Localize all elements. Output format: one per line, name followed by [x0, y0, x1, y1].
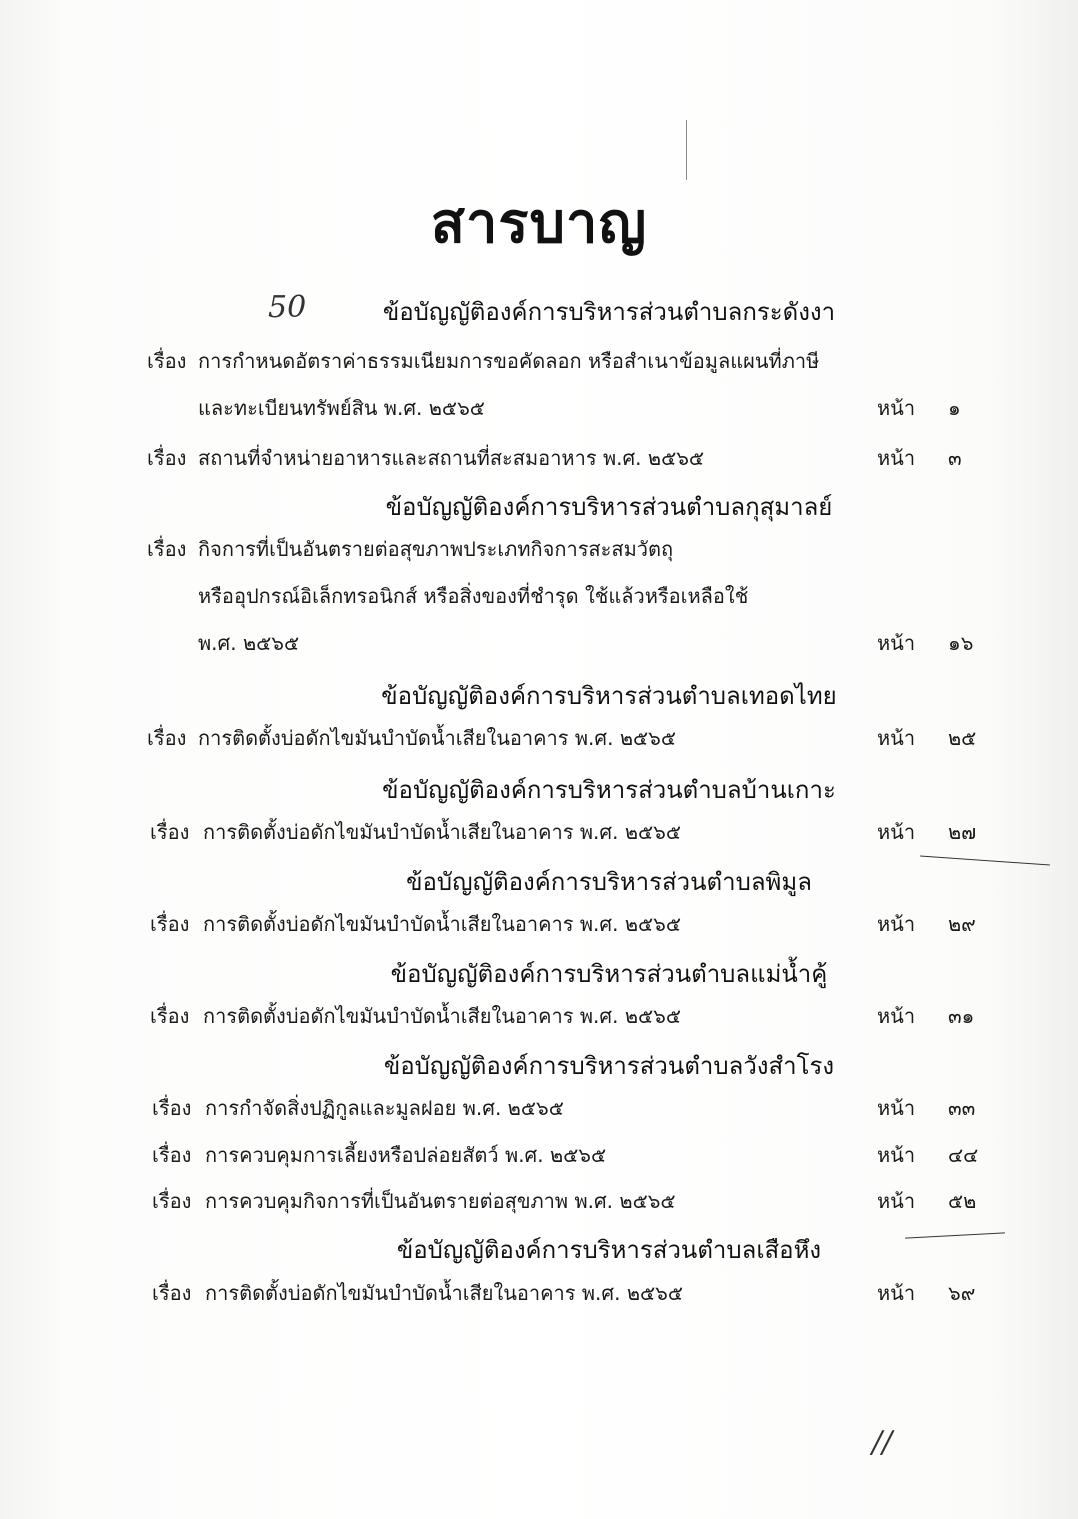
section-heading: ข้อบัญญัติองค์การบริหารส่วนตำบลเสือหึง: [396, 1236, 822, 1264]
topic-label: เรื่อง: [147, 446, 187, 470]
item-title-line: สถานที่จำหน่ายอาหารและสถานที่สะสมอาหาร พ.ศ. ๒๕๖๕: [198, 446, 705, 470]
topic-label: เรื่อง: [147, 537, 187, 561]
topic-label: เรื่อง: [150, 912, 190, 936]
page-label: หน้า: [877, 396, 916, 420]
page-number: ๑๖: [948, 631, 974, 655]
handwritten-mark: //: [872, 1425, 893, 1460]
page-number: ๒๗: [948, 820, 977, 844]
handwritten-number: 50: [268, 290, 307, 325]
item-title-line: การกำจัดสิ่งปฏิกูลและมูลฝอย พ.ศ. ๒๕๖๕: [205, 1096, 564, 1120]
page-number: ๖๙: [948, 1281, 976, 1305]
page-label: หน้า: [877, 446, 916, 470]
item-title-line: กิจการที่เป็นอันตรายต่อสุขภาพประเภทกิจการสะสมวัตถุ: [198, 537, 674, 561]
item-title-line: การติดตั้งบ่อดักไขมันบำบัดน้ำเสียในอาคาร พ.ศ. ๒๕๖๕: [198, 726, 676, 750]
topic-label: เรื่อง: [152, 1281, 192, 1305]
item-title-line: การกำหนดอัตราค่าธรรมเนียมการขอคัดลอก หรือสำเนาข้อมูลแผนที่ภาษี: [198, 349, 820, 373]
page-label: หน้า: [877, 1143, 916, 1167]
page-title: สารบาญ: [430, 191, 648, 256]
page-number: ๒๙: [948, 912, 976, 936]
item-title-line: การควบคุมการเลี้ยงหรือปล่อยสัตว์ พ.ศ. ๒๕๖๕: [205, 1143, 607, 1167]
section-heading: ข้อบัญญัติองค์การบริหารส่วนตำบลกระดังงา: [382, 298, 836, 326]
topic-label: เรื่อง: [152, 1143, 192, 1167]
page-label: หน้า: [877, 1281, 916, 1305]
page-label: หน้า: [877, 1096, 916, 1120]
topic-label: เรื่อง: [147, 726, 187, 750]
page-number: ๓๑: [948, 1004, 975, 1028]
item-title-line: การติดตั้งบ่อดักไขมันบำบัดน้ำเสียในอาคาร พ.ศ. ๒๕๖๕: [203, 912, 681, 936]
section-heading: ข้อบัญญัติองค์การบริหารส่วนตำบลเทอดไทย: [381, 682, 837, 710]
page-number: ๑: [948, 396, 961, 420]
page-label: หน้า: [877, 631, 916, 655]
item-title-line: พ.ศ. ๒๕๖๕: [198, 631, 300, 655]
page-label: หน้า: [877, 1004, 916, 1028]
item-title-line: หรืออุปกรณ์อิเล็กทรอนิกส์ หรือสิ่งของที่ชำรุด ใช้แล้วหรือเหลือใช้: [198, 584, 749, 608]
section-heading: ข้อบัญญัติองค์การบริหารส่วนตำบลพิมูล: [406, 868, 812, 896]
page-label: หน้า: [877, 1189, 916, 1213]
topic-label: เรื่อง: [150, 820, 190, 844]
fold-mark: [686, 120, 687, 180]
page-label: หน้า: [877, 726, 916, 750]
section-heading: ข้อบัญญัติองค์การบริหารส่วนตำบลแม่น้ำคู้: [390, 960, 828, 988]
topic-label: เรื่อง: [152, 1189, 192, 1213]
item-title-line: การควบคุมกิจการที่เป็นอันตรายต่อสุขภาพ พ.ศ. ๒๕๖๕: [205, 1189, 676, 1213]
topic-label: เรื่อง: [152, 1096, 192, 1120]
item-title-line: การติดตั้งบ่อดักไขมันบำบัดน้ำเสียในอาคาร พ.ศ. ๒๕๖๕: [205, 1281, 683, 1305]
topic-label: เรื่อง: [147, 349, 187, 373]
page-number: ๓: [948, 446, 962, 470]
page-label: หน้า: [877, 820, 916, 844]
section-heading: ข้อบัญญัติองค์การบริหารส่วนตำบลกุสุมาลย์: [385, 493, 833, 521]
item-title-line: การติดตั้งบ่อดักไขมันบำบัดน้ำเสียในอาคาร พ.ศ. ๒๕๖๕: [203, 820, 681, 844]
page-number: ๒๕: [948, 726, 977, 750]
page-number: ๔๔: [948, 1143, 979, 1167]
item-title-line: และทะเบียนทรัพย์สิน พ.ศ. ๒๕๖๕: [198, 396, 485, 420]
item-title-line: การติดตั้งบ่อดักไขมันบำบัดน้ำเสียในอาคาร พ.ศ. ๒๕๖๕: [203, 1004, 681, 1028]
page-number: ๕๒: [948, 1189, 977, 1213]
section-heading: ข้อบัญญัติองค์การบริหารส่วนตำบลบ้านเกาะ: [382, 776, 836, 804]
topic-label: เรื่อง: [150, 1004, 190, 1028]
page-number: ๓๓: [948, 1096, 976, 1120]
section-heading: ข้อบัญญัติองค์การบริหารส่วนตำบลวังสำโรง: [383, 1052, 835, 1080]
page-label: หน้า: [877, 912, 916, 936]
